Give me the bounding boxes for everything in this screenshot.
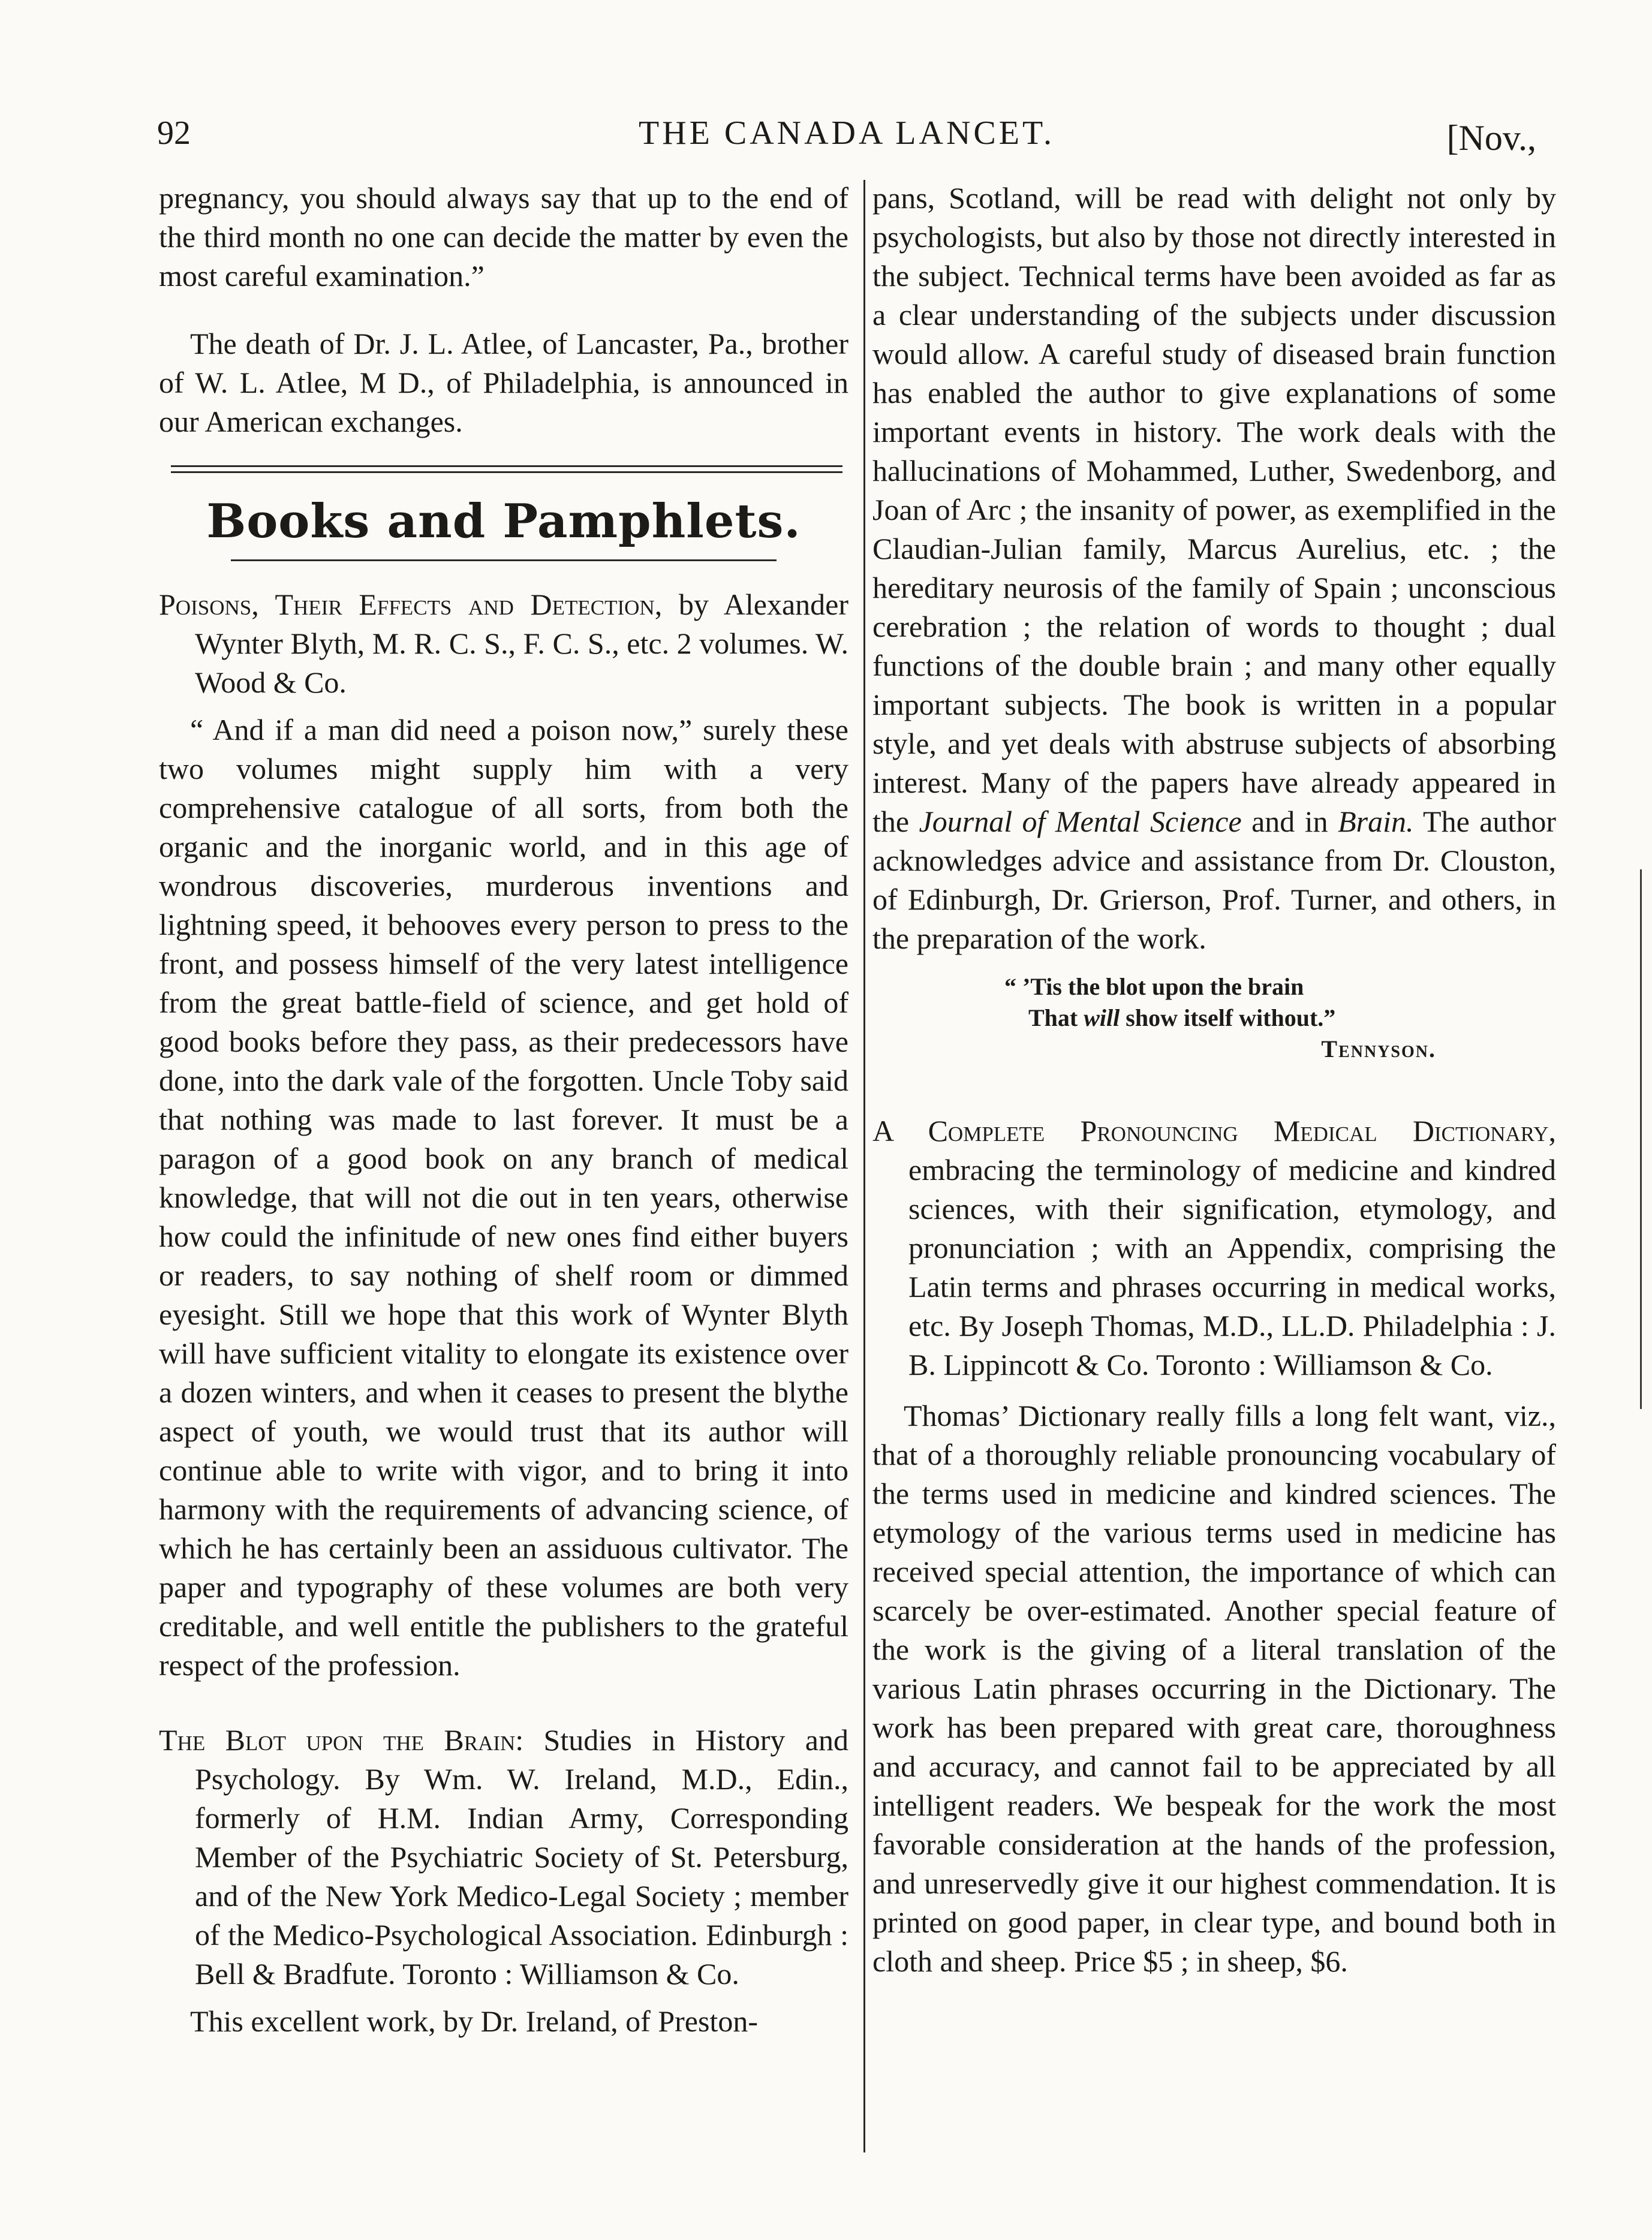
left-column <box>159 179 848 2041</box>
running-header <box>157 114 1536 168</box>
book-entry-blot <box>159 1721 848 1994</box>
journal-title: THE CANADA LANCET. <box>638 115 1055 152</box>
atlee-notice: The death of Dr. J. L. Atlee, of Lancaster, Pa., brother of W. L. Atlee, M D., of Philadelphia, is announced in our American exchanges. <box>159 327 848 438</box>
book-details: embracing the terminology of medicine and kindred sciences, with their signification, etymology, and pronunciation ; with an Appendix, comprising the Latin terms and phrases occurring in medical works, etc. By Joseph Thomas, M.D., LL.D. Philadelphia : J. B. Lippincott & Co. Toronto : Williamson & Co. <box>908 1153 1556 1381</box>
review-text: and in <box>1241 805 1338 838</box>
quote-attribution: Tennyson. <box>1321 1035 1436 1062</box>
journal-name: Journal of Mental Science <box>919 805 1242 838</box>
book-title: A Complete Pronouncing Medical Dictionary, <box>872 1114 1556 1148</box>
issue-month: [Nov., <box>1446 118 1536 158</box>
journal-name: Brain. <box>1338 805 1414 838</box>
review-blot-continued <box>872 179 1556 958</box>
book-title: Poisons, Their Effects and Detection, <box>159 588 663 621</box>
review-poisons: “ And if a man did need a poison now,” surely these two volumes might supply him with a very comprehensive catalogue of all sorts, from both the organic and the inorganic world, and in this age of wondrous discoveries, murderous inventions and lightning speed, it behooves every person to press to the front, and possess himself of the very latest intelligence from the great battle-field of science, and get hold of good books before they pass, as their predecessors have done, into the dark vale of the forgotten. Uncle Toby said that nothing was made to last forever. It must be a paragon of a good book on any branch of medical knowledge, that will not die out in ten years, otherwise how could the infinitude of new ones find either buyers or readers, to say nothing of shelf room or dimmed eyesight. Still we hope that this work of Wynter Blyth will have sufficient vitality to elongate its existence over a dozen winters, and when it ceases to present the blythe aspect of youth, we would trust that its author will continue able to write with vigor, and to bring it into harmony with the requirements of advancing science, of which he has certainly been an assiduous cultivator. The paper and typography of these volumes are both very creditable, and well entitle the publishers to the grateful respect of the profession. <box>159 713 848 1682</box>
review-text: pans, Scotland, will be read with delight not only by psychologists, but also by those not directly interested in the subject. Technical terms have been avoided as far as a clear understanding of the subjects under discussion would allow. A careful study of diseased brain function has enabled the author to give explanations of some important events in history. The work deals with the hallucinations of Mohammed, Luther, Swedenborg, and Joan of Arc ; the insanity of power, as exemplified in the Claudian-Julian family, Marcus Aurelius, etc. ; the hereditary neurosis of the family of Spain ; unconscious cerebration ; the relation of words to thought ; dual functions of the double brain ; and many other equally important subjects. The book is written in a popular style, and yet deals with abstruse subjects of absorbing interest. Many of the papers have already appeared in the <box>872 181 1556 838</box>
epigraph-quote <box>872 971 1556 1065</box>
book-entry-dictionary <box>872 1112 1556 1384</box>
section-heading: Books and Pamphlets. <box>206 494 801 549</box>
book-details: : Studies in History and Psychology. By Wm. W. Ireland, M.D., Edin., formerly of H.M. Indian Army, Corresponding Member of the Psychiatric Society of St. Petersburg, and of the New York Medico-Legal Society ; member of the Medico-Psychological Association. Edinburgh : Bell & Bradfute. Toronto : Williamson & Co. <box>195 1723 848 1991</box>
book-details: by Alexander Wynter Blyth, M. R. C. S., F. C. S., etc. 2 volumes. W. Wood & Co. <box>195 588 849 699</box>
section-rule <box>171 465 842 473</box>
book-title: The Blot upon the Brain <box>159 1723 516 1757</box>
column-divider <box>863 180 865 2152</box>
continued-paragraph: pregnancy, you should always say that up to the end of the third month no one can decide the matter by even the most careful examination.” <box>159 181 848 293</box>
review-blot-start: This excellent work, by Dr. Ireland, of Preston- <box>190 2004 758 2038</box>
quote-line: “ ’Tis the blot upon the brain <box>1004 973 1304 1000</box>
review-dictionary: Thomas’ Dictionary really fills a long felt want, viz., that of a thoroughly reliable pronouncing vocabulary of the terms used in medicine and kindred sciences. The etymology of the various terms used in medicine has received special attention, the importance of which can scarcely be over-estimated. Another special feature of the work is the giving of a literal translation of the various Latin phrases occurring in the Dictionary. The work has been prepared with great care, thoroughness and accuracy, and cannot fail to be appreciated by all intelligent readers. We bespeak for the work the most favorable consideration at the hands of the profession, and unreservedly give it our highest commendation. It is printed on good paper, in clear type, and bound both in cloth and sheep. Price $5 ; in sheep, $6. <box>872 1399 1556 1978</box>
book-entry-poisons <box>159 585 848 702</box>
heading-rule <box>231 559 777 561</box>
page-number: 92 <box>157 115 191 152</box>
right-column <box>872 179 1556 1981</box>
quote-line: That will show itself without.” <box>1028 1004 1336 1031</box>
margin-line <box>1640 869 1642 1409</box>
review-text: The author acknowledges advice and assistance from Dr. Clouston, of Edinburgh, Dr. Grierson, Prof. Turner, and others, in the preparation of the work. <box>872 805 1556 955</box>
